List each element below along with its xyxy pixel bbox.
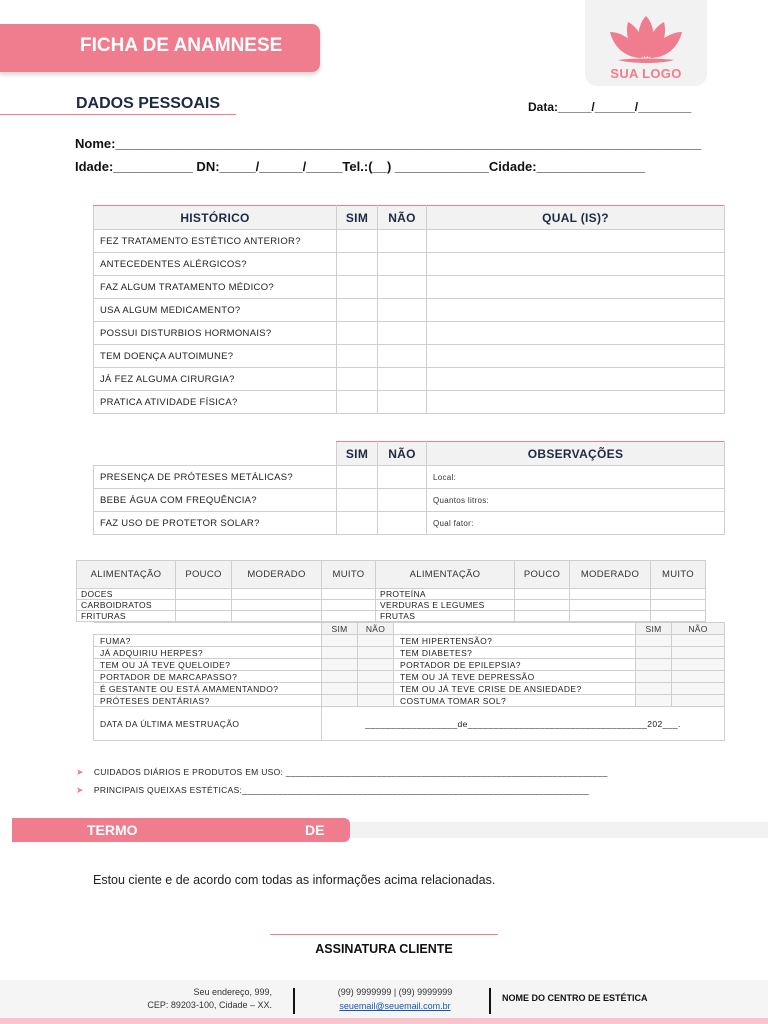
- no-cell[interactable]: [358, 635, 394, 647]
- yes-cell[interactable]: [337, 391, 378, 414]
- yes-cell[interactable]: [337, 253, 378, 276]
- answer-cell[interactable]: [427, 345, 725, 368]
- observation-cell[interactable]: Quantos litros:: [427, 489, 725, 512]
- no-cell[interactable]: [672, 659, 725, 671]
- table-row: [94, 345, 725, 368]
- yes-cell[interactable]: [636, 671, 672, 683]
- no-cell[interactable]: [358, 647, 394, 659]
- question-text: BEBE ÁGUA COM FREQUÊNCIA?: [94, 489, 337, 512]
- complaints-text: PRINCIPAIS QUEIXAS ESTÉTICAS:_____________________________________________________________________: [93, 785, 590, 795]
- yes-cell[interactable]: [322, 635, 358, 647]
- observation-cell[interactable]: Local:: [427, 466, 725, 489]
- answer-cell[interactable]: [427, 391, 725, 414]
- no-cell[interactable]: [378, 299, 427, 322]
- question-text: FUMA?: [94, 635, 322, 647]
- arrow-right-icon: ➤: [76, 785, 84, 795]
- food-item: FRITURAS: [77, 611, 176, 622]
- table-row: [94, 695, 725, 707]
- yes-cell[interactable]: [337, 512, 378, 535]
- no-cell[interactable]: [378, 466, 427, 489]
- menstruation-label: DATA DA ÚLTIMA MESTRUAÇÃO: [94, 707, 322, 741]
- yes-cell[interactable]: [337, 345, 378, 368]
- no-cell[interactable]: [378, 253, 427, 276]
- yes-cell[interactable]: [636, 635, 672, 647]
- no-cell[interactable]: [378, 391, 427, 414]
- table-row: [77, 589, 706, 600]
- question-text: COSTUMA TOMAR SOL?: [394, 695, 636, 707]
- question-text: JÁ FEZ ALGUMA CIRURGIA?: [94, 368, 337, 391]
- yes-cell[interactable]: [322, 683, 358, 695]
- address-line-2: CEP: 89203-100, Cidade – XX.: [147, 1000, 272, 1010]
- low-header: POUCO: [176, 561, 232, 589]
- question-text: PRÓTESES DENTÁRIAS?: [94, 695, 322, 707]
- observation-cell[interactable]: Qual fator:: [427, 512, 725, 535]
- table-row: [94, 368, 725, 391]
- high-header: MUITO: [651, 561, 706, 589]
- high-cell[interactable]: [322, 600, 376, 611]
- no-cell[interactable]: [672, 647, 725, 659]
- moderate-cell[interactable]: [570, 600, 651, 611]
- high-cell[interactable]: [322, 611, 376, 622]
- yes-cell[interactable]: [337, 276, 378, 299]
- date-field[interactable]: Data:_____/______/________: [528, 100, 692, 114]
- logo-text: SUA LOGO: [610, 66, 682, 81]
- yes-cell[interactable]: [322, 695, 358, 707]
- food-header: ALIMENTAÇÃO: [77, 561, 176, 589]
- yes-cell[interactable]: [337, 368, 378, 391]
- table-row: [94, 683, 725, 695]
- phone-numbers: (99) 9999999 | (99) 9999999: [337, 987, 453, 997]
- no-cell[interactable]: [378, 345, 427, 368]
- question-text: TEM OU JÁ TEVE QUELOIDE?: [94, 659, 322, 671]
- low-cell[interactable]: [515, 611, 570, 622]
- blank-header: [94, 442, 337, 466]
- yes-cell[interactable]: [636, 695, 672, 707]
- health-table: [93, 622, 725, 741]
- high-cell[interactable]: [322, 589, 376, 600]
- table-row: [94, 299, 725, 322]
- yes-cell[interactable]: [636, 647, 672, 659]
- yes-cell[interactable]: [337, 322, 378, 345]
- no-cell[interactable]: [378, 230, 427, 253]
- footer-divider: [293, 988, 295, 1014]
- question-text: FAZ ALGUM TRATAMENTO MÉDICO?: [94, 276, 337, 299]
- complaints-field[interactable]: [76, 785, 589, 796]
- high-cell[interactable]: [651, 611, 706, 622]
- yes-cell[interactable]: [322, 671, 358, 683]
- aesthetic-center-name: NOME DO CENTRO DE ESTÉTICA: [502, 993, 648, 1003]
- signature-label: ASSINATURA CLIENTE: [315, 942, 453, 956]
- section-title-personal: DADOS PESSOAIS: [76, 95, 221, 112]
- signature-line[interactable]: [270, 934, 498, 935]
- menstruation-date-field[interactable]: __________________de___________________________________202___.: [322, 707, 725, 741]
- no-cell[interactable]: [672, 635, 725, 647]
- moderate-cell[interactable]: [232, 611, 322, 622]
- table-row: [77, 600, 706, 611]
- email-link[interactable]: seuemail@seuemail.com.br: [339, 1001, 451, 1011]
- food-header: ALIMENTAÇÃO: [376, 561, 515, 589]
- table-row: [94, 635, 725, 647]
- question-text: FEZ TRATAMENTO ESTÉTICO ANTERIOR?: [94, 230, 337, 253]
- consent-statement: Estou ciente e de acordo com todas as informações acima relacionadas.: [93, 873, 496, 887]
- history-header: HISTÓRICO: [94, 206, 337, 230]
- yes-cell[interactable]: [636, 659, 672, 671]
- table-row: [94, 391, 725, 414]
- moderate-header: MODERADO: [232, 561, 322, 589]
- answer-cell[interactable]: [427, 299, 725, 322]
- question-text: É GESTANTE OU ESTÁ AMAMENTANDO?: [94, 683, 322, 695]
- yes-cell[interactable]: [337, 466, 378, 489]
- observations-header: OBSERVAÇÕES: [427, 442, 725, 466]
- no-cell[interactable]: [672, 683, 725, 695]
- table-row: [94, 253, 725, 276]
- observations-table: [93, 441, 725, 535]
- footer-divider: [489, 988, 491, 1014]
- food-item: DOCES: [77, 589, 176, 600]
- table-row: [94, 322, 725, 345]
- question-text: TEM OU JÁ TEVE CRISE DE ANSIEDADE?: [394, 683, 636, 695]
- yes-cell[interactable]: [322, 647, 358, 659]
- history-table: [93, 205, 725, 414]
- table-row: [94, 276, 725, 299]
- high-cell[interactable]: [651, 589, 706, 600]
- no-cell[interactable]: [378, 322, 427, 345]
- no-header: NÃO: [378, 442, 427, 466]
- low-cell[interactable]: [515, 600, 570, 611]
- no-header: NÃO: [378, 206, 427, 230]
- table-row: [94, 647, 725, 659]
- table-row: [77, 611, 706, 622]
- food-item: VERDURAS E LEGUMES: [376, 600, 515, 611]
- question-text: TEM OU JÁ TEVE DEPRESSÃO: [394, 671, 636, 683]
- address-line-1: Seu endereço, 999,: [193, 987, 272, 997]
- yes-header: SIM: [636, 623, 672, 635]
- question-text: PRATICA ATIVIDADE FÍSICA?: [94, 391, 337, 414]
- yes-cell[interactable]: [337, 489, 378, 512]
- no-cell[interactable]: [378, 512, 427, 535]
- no-cell[interactable]: [672, 671, 725, 683]
- answer-cell[interactable]: [427, 276, 725, 299]
- name-field[interactable]: Nome:_________________________________________________________________________________: [75, 136, 702, 151]
- high-cell[interactable]: [651, 600, 706, 611]
- yes-cell[interactable]: [636, 683, 672, 695]
- question-text: TEM HIPERTENSÃO?: [394, 635, 636, 647]
- moderate-cell[interactable]: [232, 589, 322, 600]
- table-row: [94, 489, 725, 512]
- yes-header: SIM: [337, 442, 378, 466]
- table-row: [94, 512, 725, 535]
- food-item: FRUTAS: [376, 611, 515, 622]
- question-text: FAZ USO DE PROTETOR SOLAR?: [94, 512, 337, 535]
- no-cell[interactable]: [358, 695, 394, 707]
- table-row: [94, 671, 725, 683]
- moderate-cell[interactable]: [570, 611, 651, 622]
- yes-header: SIM: [337, 206, 378, 230]
- arrow-right-icon: ➤: [76, 767, 84, 777]
- low-cell[interactable]: [176, 600, 232, 611]
- low-header: POUCO: [515, 561, 570, 589]
- question-text: POSSUI DISTURBIOS HORMONAIS?: [94, 322, 337, 345]
- yes-cell[interactable]: [337, 230, 378, 253]
- food-table: [76, 560, 706, 622]
- no-header: NÃO: [358, 623, 394, 635]
- blank-header: [94, 623, 322, 635]
- term-label: TERMO: [87, 822, 138, 838]
- yes-header: SIM: [322, 623, 358, 635]
- table-row: [94, 707, 725, 741]
- answer-cell[interactable]: [427, 253, 725, 276]
- yes-cell[interactable]: [337, 299, 378, 322]
- answer-cell[interactable]: [427, 230, 725, 253]
- table-row: [94, 466, 725, 489]
- term-label-suffix: DE: [305, 822, 325, 838]
- care-products-field[interactable]: [76, 767, 608, 778]
- moderate-header: MODERADO: [570, 561, 651, 589]
- no-cell[interactable]: [672, 695, 725, 707]
- no-cell[interactable]: [358, 659, 394, 671]
- food-item: CARBOIDRATOS: [77, 600, 176, 611]
- term-banner: [12, 818, 350, 842]
- question-text: USA ALGUM MEDICAMENTO?: [94, 299, 337, 322]
- no-cell[interactable]: [378, 276, 427, 299]
- question-text: JÁ ADQUIRIU HERPES?: [94, 647, 322, 659]
- food-item: PROTEÍNA: [376, 589, 515, 600]
- yes-cell[interactable]: [322, 659, 358, 671]
- no-cell[interactable]: [358, 671, 394, 683]
- section-underline: [0, 114, 236, 115]
- blank-header: [394, 623, 636, 635]
- low-cell[interactable]: [515, 589, 570, 600]
- question-text: PRESENÇA DE PRÓTESES METÁLICAS?: [94, 466, 337, 489]
- care-products-text: CUIDADOS DIÁRIOS E PRODUTOS EM USO: ________________________________________________________________: [93, 767, 608, 777]
- term-bar-track: [350, 822, 768, 838]
- low-cell[interactable]: [176, 589, 232, 600]
- question-text: TEM DIABETES?: [394, 647, 636, 659]
- form-title: FICHA DE ANAMNESE: [80, 35, 283, 56]
- no-header: NÃO: [672, 623, 725, 635]
- which-header: QUAL (IS)?: [427, 206, 725, 230]
- moderate-cell[interactable]: [232, 600, 322, 611]
- low-cell[interactable]: [176, 611, 232, 622]
- table-row: [94, 230, 725, 253]
- no-cell[interactable]: [378, 368, 427, 391]
- answer-cell[interactable]: [427, 368, 725, 391]
- age-dob-phone-city-field[interactable]: Idade:___________ DN:_____/______/_____Tel.:(__) _____________Cidade:_______________: [75, 159, 646, 174]
- question-text: ANTECEDENTES ALÉRGICOS?: [94, 253, 337, 276]
- high-header: MUITO: [322, 561, 376, 589]
- moderate-cell[interactable]: [570, 589, 651, 600]
- question-text: PORTADOR DE MARCAPASSO?: [94, 671, 322, 683]
- table-row: [94, 659, 725, 671]
- question-text: PORTADOR DE EPILEPSIA?: [394, 659, 636, 671]
- lotus-logo-icon: [604, 8, 688, 66]
- no-cell[interactable]: [358, 683, 394, 695]
- answer-cell[interactable]: [427, 322, 725, 345]
- question-text: TEM DOENÇA AUTOIMUNE?: [94, 345, 337, 368]
- footer-stripe: [0, 1018, 768, 1024]
- no-cell[interactable]: [378, 489, 427, 512]
